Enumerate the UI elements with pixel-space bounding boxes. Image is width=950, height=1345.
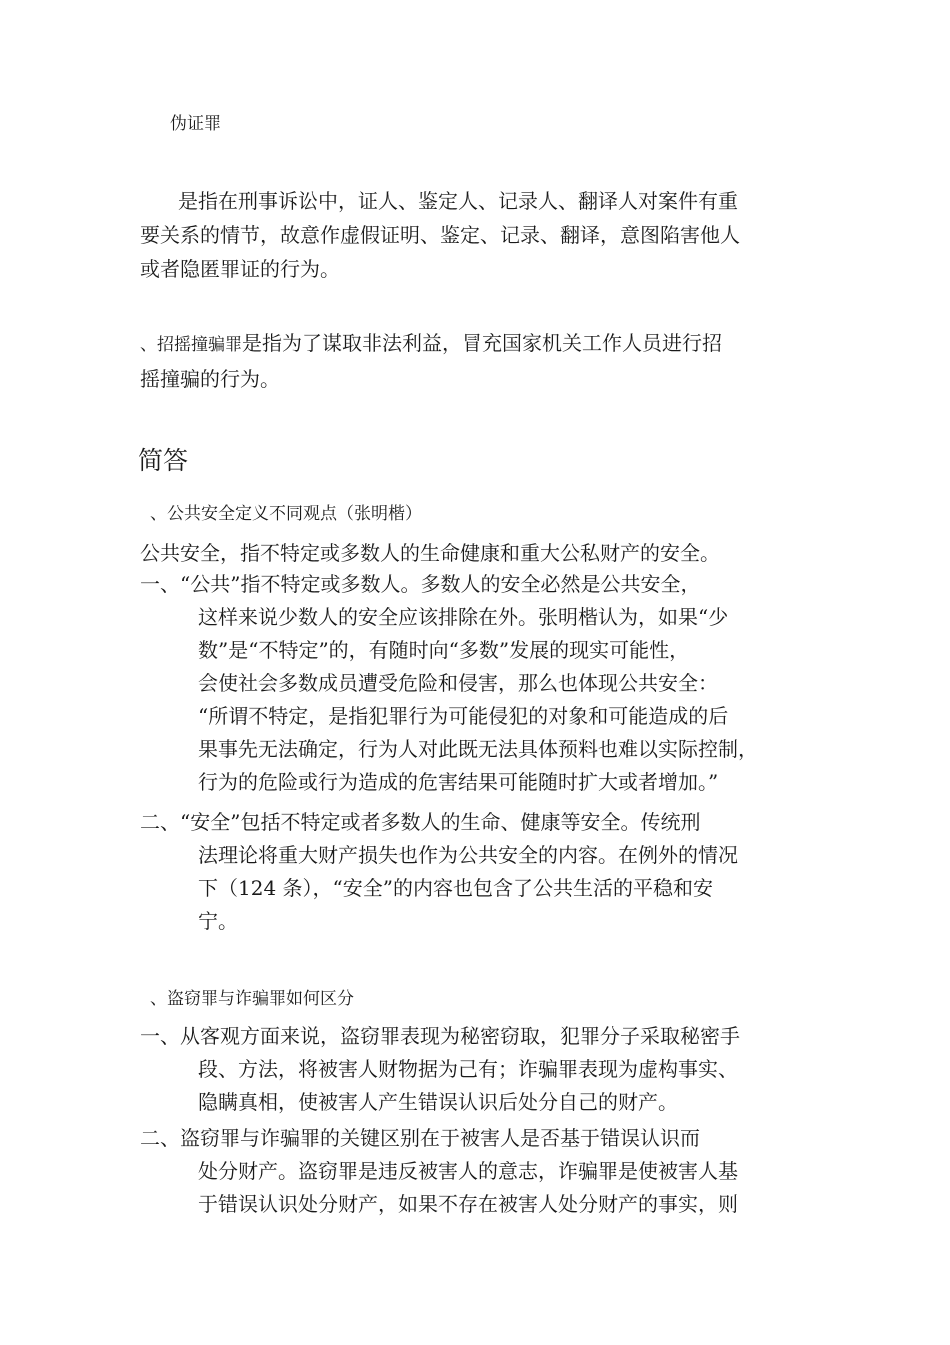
list-item-line: 段、方法，将被害人财物据为己有；诈骗罪表现为虚构事实、 bbox=[198, 1057, 738, 1081]
term-definition bbox=[140, 184, 810, 286]
list-item-line: 行为的危险或行为造成的危害结果可能随时扩大或者增加。” bbox=[198, 770, 719, 794]
list-item-line: 数”是“不特定”的，有随时向“多数”发展的现实可能性， bbox=[198, 638, 690, 662]
list-item-first-line: 二、盗窃罪与诈骗罪的关键区别在于被害人是否基于错误认识而 bbox=[140, 1126, 700, 1150]
list-item-line: “所谓不特定，是指犯罪行为可能侵犯的对象和可能造成的后 bbox=[198, 704, 729, 728]
definition-line: 要关系的情节，故意作虚假证明、鉴定、记录、翻译，意图陷害他人 bbox=[140, 223, 740, 247]
question-title: 、公共安全定义不同观点（张明楷） bbox=[150, 504, 422, 524]
list-item-line: 处分财产。盗窃罪是违反被害人的意志，诈骗罪是使被害人基 bbox=[198, 1159, 738, 1183]
list-item-line: 这样来说少数人的安全应该排除在外。张明楷认为，如果“少 bbox=[198, 605, 729, 629]
list-item-first-line: 一、从客观方面来说，盗窃罪表现为秘密窃取，犯罪分子采取秘密手 bbox=[140, 1024, 740, 1048]
term2-definition bbox=[140, 326, 810, 396]
definition-line: 是指为了谋取非法利益，冒充国家机关工作人员进行招 bbox=[242, 331, 722, 355]
question-intro: 公共安全，指不特定或多数人的生命健康和重大公私财产的安全。 bbox=[140, 541, 720, 565]
list-item-line: 隐瞒真相，使被害人产生错误认识后处分自己的财产。 bbox=[198, 1090, 678, 1114]
list-item-line: 果事先无法确定，行为人对此既无法具体预料也难以实际控制， bbox=[198, 737, 758, 761]
list-item-line: 会使社会多数成员遭受危险和侵害，那么也体现公共安全： bbox=[198, 671, 718, 695]
list-item bbox=[140, 568, 820, 799]
definition-line: 是指在刑事诉讼中，证人、鉴定人、记录人、翻译人对案件有重 bbox=[178, 189, 738, 213]
list-item-line: 下（124 条），“安全”的内容也包含了公共生活的平稳和安 bbox=[198, 876, 713, 900]
question-title: 、盗窃罪与诈骗罪如何区分 bbox=[150, 989, 354, 1009]
list-item bbox=[140, 1122, 820, 1221]
list-item-line: 于错误认识处分财产，如果不存在被害人处分财产的事实，则 bbox=[198, 1192, 738, 1216]
list-item-first-line: 一、“公共”指不特定或多数人。多数人的安全必然是公共安全， bbox=[140, 572, 701, 596]
definition-line: 摇撞骗的行为。 bbox=[140, 367, 280, 391]
list-item-first-line: 二、“安全”包括不特定或者多数人的生命、健康等安全。传统刑 bbox=[140, 810, 701, 834]
section-title: 简答 bbox=[138, 446, 189, 475]
list-item bbox=[140, 1020, 820, 1119]
list-item-line: 法理论将重大财产损失也作为公共安全的内容。在例外的情况 bbox=[198, 843, 738, 867]
term2-title: 、招摇撞骗罪 bbox=[140, 335, 242, 355]
list-item-line: 宁。 bbox=[198, 909, 238, 933]
term-title: 伪证罪 bbox=[170, 114, 221, 134]
list-item bbox=[140, 806, 820, 938]
definition-line: 或者隐匿罪证的行为。 bbox=[140, 257, 340, 281]
